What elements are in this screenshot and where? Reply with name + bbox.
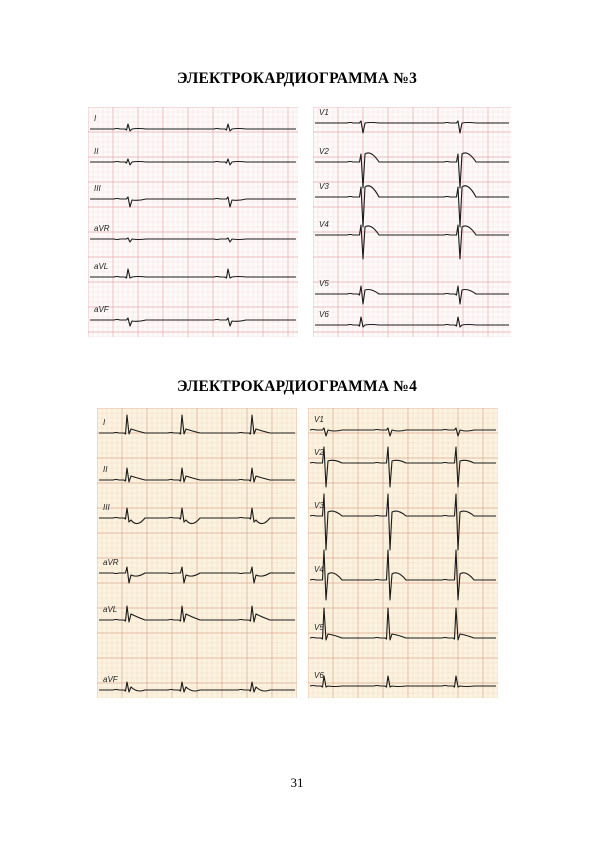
ecg3-limb-leads-trace bbox=[88, 107, 298, 337]
ecg3-chest-leads-trace bbox=[313, 107, 511, 337]
ecg4-limb-lead-label-iii: III bbox=[103, 503, 110, 512]
ecg-grid bbox=[97, 408, 297, 698]
ecg3-chest-lead-label-v5: V5 bbox=[319, 279, 329, 288]
ecg3-chest-lead-trace-v2 bbox=[315, 153, 509, 188]
ecg3-limb-lead-label-avr: aVR bbox=[94, 224, 110, 233]
ecg4-chest-lead-label-v3: V3 bbox=[314, 501, 324, 510]
ecg3-chest-leads-panel bbox=[313, 107, 511, 337]
ecg3-title: ЭЛЕКТРОКАРДИОГРАММА №3 bbox=[176, 70, 418, 87]
ecg-grid bbox=[308, 408, 498, 698]
ecg4-title: ЭЛЕКТРОКАРДИОГРАММА №4 bbox=[176, 378, 418, 395]
ecg4-limb-lead-label-avr: aVR bbox=[103, 558, 119, 567]
ecg3-limb-leads-panel bbox=[88, 107, 298, 337]
ecg4-chest-leads-trace bbox=[308, 408, 498, 698]
ecg-grid bbox=[313, 107, 511, 337]
ecg3-chest-lead-trace-v5 bbox=[315, 286, 509, 304]
ecg3-chest-lead-label-v4: V4 bbox=[319, 220, 329, 229]
ecg3-chest-lead-label-v6: V6 bbox=[319, 310, 329, 319]
ecg4-limb-leads-trace bbox=[97, 408, 297, 698]
page-number: 31 bbox=[290, 775, 304, 790]
ecg3-chest-lead-label-v2: V2 bbox=[319, 147, 329, 156]
ecg4-chest-lead-label-v4: V4 bbox=[314, 565, 324, 574]
ecg3-chest-lead-label-v1: V1 bbox=[319, 108, 329, 117]
ecg4-chest-lead-label-v2: V2 bbox=[314, 448, 324, 457]
ecg3-chest-lead-label-v3: V3 bbox=[319, 182, 329, 191]
ecg4-chest-lead-label-v6: V6 bbox=[314, 671, 324, 680]
ecg3-limb-lead-label-avf: aVF bbox=[94, 305, 109, 314]
ecg-grid bbox=[88, 107, 298, 337]
ecg4-limb-lead-label-avl: aVL bbox=[103, 605, 118, 614]
ecg4-chest-lead-label-v1: V1 bbox=[314, 415, 324, 424]
ecg3-limb-lead-label-i: I bbox=[94, 114, 97, 123]
ecg3-limb-lead-label-avl: aVL bbox=[94, 262, 109, 271]
ecg4-limb-lead-label-ii: II bbox=[103, 465, 108, 474]
ecg4-limb-lead-label-i: I bbox=[103, 418, 106, 427]
ecg3-limb-lead-label-iii: III bbox=[94, 184, 101, 193]
ecg3-limb-lead-label-ii: II bbox=[94, 147, 99, 156]
ecg4-limb-lead-label-avf: aVF bbox=[103, 675, 118, 684]
ecg4-limb-leads-panel bbox=[97, 408, 297, 698]
ecg4-chest-lead-label-v5: V5 bbox=[314, 623, 324, 632]
ecg4-chest-leads-panel bbox=[308, 408, 498, 698]
